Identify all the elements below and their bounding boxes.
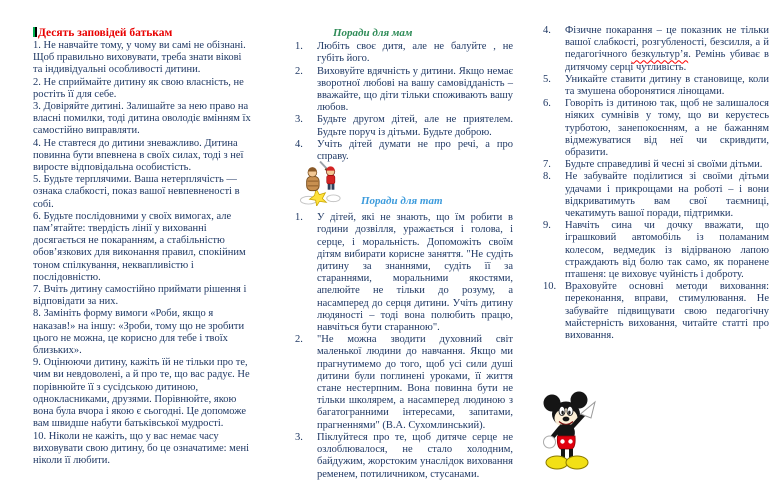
list-item-text: Піклуйтеся про те, щоб дитяче серце не озлоблювалося, не стало холодним, байдужим, жорстоким унаслідок виховання ременем, потиличником, стусанами. — [317, 431, 513, 480]
list-item-number: 3. — [295, 114, 303, 126]
list-item-number: 2. — [295, 334, 303, 346]
list-item-text: Учіть дітей думати не про речі, а про справу. — [317, 138, 513, 163]
dads-advice-list — [295, 212, 513, 480]
commandments-list — [33, 40, 252, 467]
list-item-number: 1. — [295, 212, 303, 224]
paragraph: 6. Будьте послідовними у своїх вимогах, але пам’ятайте: твердість лінії у вихованні досягається не покаранням, а стабільністю обов’язкових для виконання правил, спокійним тоном спілкування, неквапливістю і послідовністю. — [33, 210, 246, 283]
list-item — [543, 159, 769, 171]
dads-advice-list-continued — [543, 25, 769, 342]
list-item-number: 6. — [543, 98, 551, 110]
list-item — [295, 432, 513, 481]
list-item-number: 5. — [543, 73, 551, 85]
list-item-text: Виховуйте вдячність у дитини. Якщо немає зворотної любові на вашу самовідданість – вважайте, що діти тільки споживають вашу любов. — [317, 65, 513, 114]
paragraph: 1. Не навчайте тому, у чому ви самі не обізнані. Щоб правильно виховувати, треба знати вікові та індивідуальні особливості дитини. — [33, 40, 246, 76]
list-item-number: 3. — [295, 431, 303, 443]
list-item-text: Будьте справедливі й чесні зі своїми дітьми. — [565, 159, 763, 171]
list-item-text: Уникайте ставити дитину в становище, коли та змушена оборонятися лінощами. — [565, 73, 769, 98]
list-item-text: Любіть своє дитя, але не балуйте , не губіть його. — [317, 41, 513, 65]
list-item — [543, 281, 769, 342]
list-item — [543, 98, 769, 159]
list-item-text: Враховуйте основні методи виховання: переконання, вправи, стимулювання. Не забувайте підвищувати свою педагогічну майстерність виховання, читайте статті про виховання. — [565, 281, 769, 342]
list-item-number: 2. — [295, 65, 303, 77]
list-item-text: Навчіть сина чи дочку вважати, що іграшковий автомобіль із поламаним колесом, ведмедик із відірваною лапою страждають від болю так само, як поранене пташеня: це виховує чуйність і доброту. — [565, 220, 769, 281]
list-item-number: 10. — [543, 281, 557, 293]
paragraph: 10. Ніколи не кажіть, що у вас немає часу виховувати свою дитину, бо це означатиме: мені ніколи її любити. — [33, 430, 250, 466]
paragraph: 4. Не ставтеся до дитини зневажливо. Дитина повинна бути впевнена в своїх силах, тоді з неї виросте відповідальна особистість. — [33, 137, 244, 174]
text-cursor — [33, 27, 37, 37]
list-item-text: У дітей, які не знають, що їм робити в години дозвілля, уражається і голова, і серце, і моральність. Допоможіть своїм дітям вибирати корисне заняття. "Не судіть дитину за знаннями, судіть її за стараннями, моральними якостями, апелюйте не тільки до розуму, а насамперед до серця дитини. Учіть дитину людяності – тоді вона полюбить працю, навчіться бути старанною". — [317, 212, 513, 334]
list-item — [543, 25, 769, 74]
paragraph: 5. Будьте терплячими. Ваша нетерплячість — ознака слабкості, показ вашої невпевненості в собі. — [33, 174, 240, 210]
mickey-mouse-image — [536, 391, 602, 476]
list-item-number: 7. — [543, 159, 551, 171]
list-item-number: 8. — [543, 171, 551, 183]
paragraph: 9. Оцінюючи дитину, кажіть їй не тільки про те, чим ви невдоволені, а й про те, що вас радує. Не порівнюйте її з сусідською дитиною, однокласниками, друзями. Порівнюйте, якою вона була вчора і якою є сьогодні. Це допоможе вам швидше набути батьківської мудрості. — [33, 357, 250, 430]
misspelled-word: безкультур’я — [631, 49, 689, 61]
commandments-heading — [33, 27, 252, 40]
commandments-heading-text: Десять заповідей батькам — [38, 27, 173, 39]
list-item — [543, 220, 769, 281]
moms-heading: Поради для мам — [333, 27, 413, 39]
column-middle — [295, 27, 513, 481]
list-item-text: Будьте другом дітей, але не приятелем. Будьте поруч із дітьми. Будьте доброю. — [317, 114, 513, 138]
sword-duel-cartoon-icon — [299, 160, 343, 210]
column-ten-commandments — [33, 27, 252, 467]
list-item — [295, 66, 513, 115]
paragraph: 2. Не сприймайте дитину як свою власність, не ростіть її для себе. — [33, 76, 244, 100]
paragraph: 7. Вчіть дитину самостійно приймати рішення і відповідати за них. — [33, 284, 247, 308]
dads-heading: Поради для тат — [361, 195, 443, 208]
list-item — [295, 114, 513, 138]
list-item — [295, 212, 513, 334]
column-dads-continued — [543, 25, 769, 342]
list-item-number: 1. — [295, 41, 303, 53]
list-item — [543, 171, 769, 220]
paragraph: 8. Замініть форму вимоги «Роби, якщо я наказав!» на іншу: «Зроби, тому що не зробити цього не можна, це корисно для тебе і твоїх близьких». — [33, 308, 245, 357]
moms-advice-list — [295, 41, 513, 163]
list-item — [543, 74, 769, 98]
list-item-text: Говоріть із дитиною так, щоб не залишалося ніяких сумнівів у тому, що ви керуєтесь турботою, занепокоєнням, а не бажанням відмежуватися від неї чи скривдити, образити. — [565, 98, 769, 159]
list-item — [295, 41, 513, 65]
list-item-text: Не забувайте поділитися зі своїми дітьми удачами і прикрощами на роботі – і вони відкриватимуть вам свої таємниці, чекатимуть вашої поради, підтримки. — [565, 171, 769, 220]
list-item-number: 4. — [295, 138, 303, 150]
list-item — [295, 334, 513, 432]
dads-heading-row — [295, 164, 513, 210]
list-item-number: 9. — [543, 220, 551, 232]
list-item-text: Фізичне покарання – це показник не тільки вашої слабкості, розгубленості, безсилля, а й педагогічного безкультур’я. Ремінь убиває в дитячому серці чутливість. — [565, 25, 769, 73]
paragraph: 3. Довіряйте дитині. Залишайте за нею право на власні помилки, тоді дитина оволодіє вмінням їх самостійно виправляти. — [33, 101, 251, 137]
list-item-text: "Не можна зводити духовний світ маленької людини до навчання. Якщо ми прагнутимемо до того, щоб усі сили душі дитини були поглинені уроками, її життя стане нестерпним. Вона повинна бути не тільки школярем, а насамперед людиною з багатогранними інтересами, запитами, прагненнями" (В.А. Сухомлинський). — [317, 334, 513, 431]
list-item-number: 4. — [543, 25, 551, 36]
